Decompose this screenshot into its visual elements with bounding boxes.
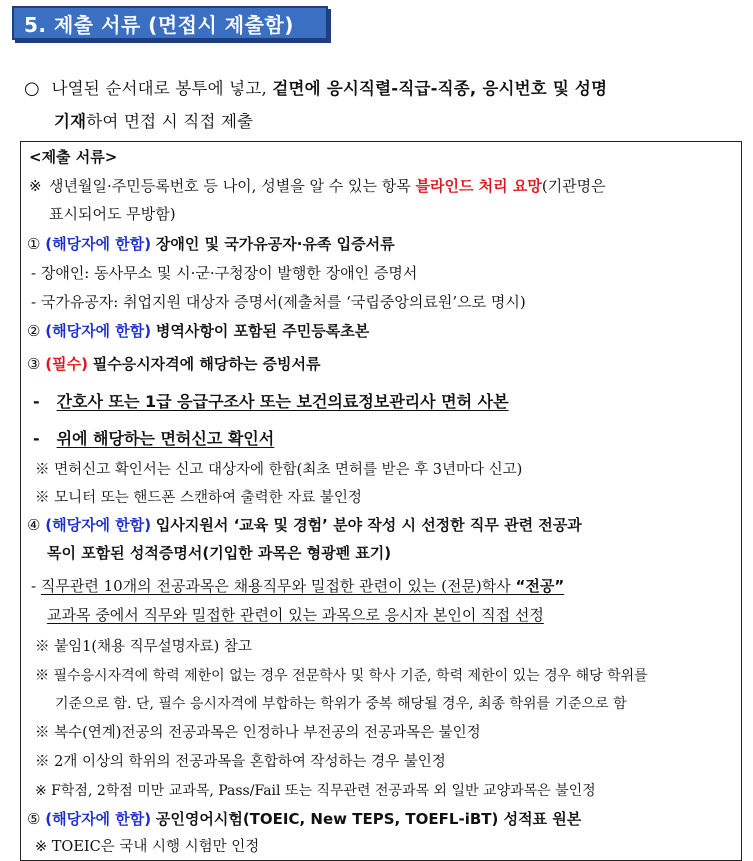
item-4-sub-2 (47, 604, 544, 626)
intro-text-bold-2: 기재 (54, 112, 87, 131)
notice-line-2: 표시되어도 무방함) (49, 205, 176, 223)
notice-text-b: (기관명은 (541, 177, 606, 195)
intro-text-a: 나열된 순서대로 봉투에 넣고, (51, 79, 273, 98)
item-3-sub-1 (33, 391, 509, 413)
item-2-heading (27, 320, 369, 342)
item-2-tag: (해당자에 한함) (45, 322, 152, 340)
item-4-number: ④ (27, 516, 41, 534)
documents-box (20, 141, 742, 861)
intro-line-2 (24, 105, 740, 138)
item-1-number: ① (27, 235, 41, 253)
item-4-sub-1-text: 직무관련 10개의 전공과목은 채용직무와 밀접한 관련이 있는 (전문)학사 (40, 577, 516, 595)
item-1-title: 장애인 및 국가유공자·유족 입증서류 (155, 235, 395, 253)
item-4-note-3: ※ 복수(연계)전공의 전공과목은 인정하나 부전공의 전공과목은 불인정 (35, 725, 481, 741)
item-1-heading (27, 233, 395, 255)
item-3-number: ③ (27, 355, 41, 373)
item-3-heading (27, 353, 321, 375)
item-4-major-quote: “전공” (515, 577, 565, 595)
blind-warning: 블라인드 처리 요망 (415, 177, 542, 195)
section-header (12, 6, 328, 40)
item-1-sub-2: - 국가유공자: 취업지원 대상자 증명서(제출처를 ‘국립중앙의료원’으로 명시) (31, 293, 526, 311)
item-3-note-2: ※ 모니터 또는 핸드폰 스캔하여 출력한 자료 불인정 (35, 490, 362, 506)
intro-paragraph (24, 72, 740, 138)
item-4-title-a: 입사지원서 ‘교육 및 경험’ 분야 작성 시 선정한 직무 관련 전공과 (155, 516, 582, 534)
notice-line-1 (29, 175, 606, 197)
intro-text-bold: 겉면에 응시직렬-직급-직종, 응시번호 및 성명 (272, 79, 608, 98)
item-4-sub-2-text: 교과목 중에서 직무와 밀접한 관련이 있는 과목으로 응시자 본인이 직접 선정 (47, 606, 544, 624)
item-5-note-1: ※ TOEIC은 국내 시행 시험만 인정 (35, 839, 260, 855)
item-4-note-2b: 기준으로 함. 단, 필수 응시자격에 부합하는 학위가 중복 해당될 경우, 최종 학위를 기준으로 함 (55, 696, 627, 712)
intro-line-1 (24, 72, 740, 105)
item-3-tag: (필수) (45, 355, 88, 373)
section-title: 5. 제출 서류 (면접시 제출함) (24, 12, 294, 37)
notice-text: 생년월일·주민등록번호 등 나이, 성별을 알 수 있는 항목 (49, 177, 416, 195)
item-5-tag: (해당자에 한함) (45, 810, 152, 828)
dash-icon: - (31, 577, 37, 595)
item-4-note-1: ※ 붙임1(채용 직무설명자료) 참고 (35, 639, 252, 655)
item-4-title-b: 목이 포함된 성적증명서(기입한 과목은 형광펜 표기) (47, 544, 392, 562)
item-4-sub-1 (31, 575, 564, 597)
item-5-number: ⑤ (27, 810, 41, 828)
item-4-heading (27, 514, 582, 536)
item-4-tag: (해당자에 한함) (45, 516, 152, 534)
item-3-sub-2-text: 위에 해당하는 면허신고 확인서 (56, 429, 275, 448)
item-2-title: 병역사항이 포함된 주민등록초본 (155, 322, 370, 340)
item-4-note-2a: ※ 필수응시자격에 학력 제한이 없는 경우 전문학사 및 학사 기준, 학력 제한이 있는 경우 해당 학위를 (35, 668, 648, 684)
item-1-sub-1: - 장애인: 동사무소 및 시·군·구청장이 발행한 장애인 증명서 (31, 264, 418, 282)
circle-bullet-icon: ○ (24, 78, 40, 99)
item-3-title: 필수응시자격에 해당하는 증빙서류 (92, 355, 321, 373)
item-4-note-5: ※ F학점, 2학점 미만 교과목, Pass/Fail 또는 직무관련 전공과목 외 일반 교양과목은 불인정 (35, 783, 596, 799)
item-3-sub-2 (33, 428, 274, 450)
dash-icon: - (33, 429, 40, 448)
item-3-sub-1-text: 간호사 또는 1급 응급구조사 또는 보건의료정보관리사 면허 사본 (56, 392, 509, 411)
item-5-heading (27, 808, 581, 830)
item-3-note-1: ※ 면허신고 확인서는 신고 대상자에 한함(최초 면허를 받은 후 3년마다 신고) (35, 462, 523, 478)
item-2-number: ② (27, 322, 41, 340)
dash-icon: - (33, 392, 40, 411)
item-4-note-4: ※ 2개 이상의 학위의 전공과목을 혼합하여 작성하는 경우 불인정 (35, 754, 446, 770)
reference-mark-icon: ※ (29, 177, 42, 195)
item-1-tag: (해당자에 한함) (45, 235, 152, 253)
item-5-title: 공인영어시험(TOEIC, New TEPS, TOEFL-iBT) 성적표 원본 (155, 810, 582, 828)
intro-text-b: 하여 면접 시 직접 제출 (86, 112, 254, 131)
box-title: <제출 서류> (29, 148, 118, 166)
